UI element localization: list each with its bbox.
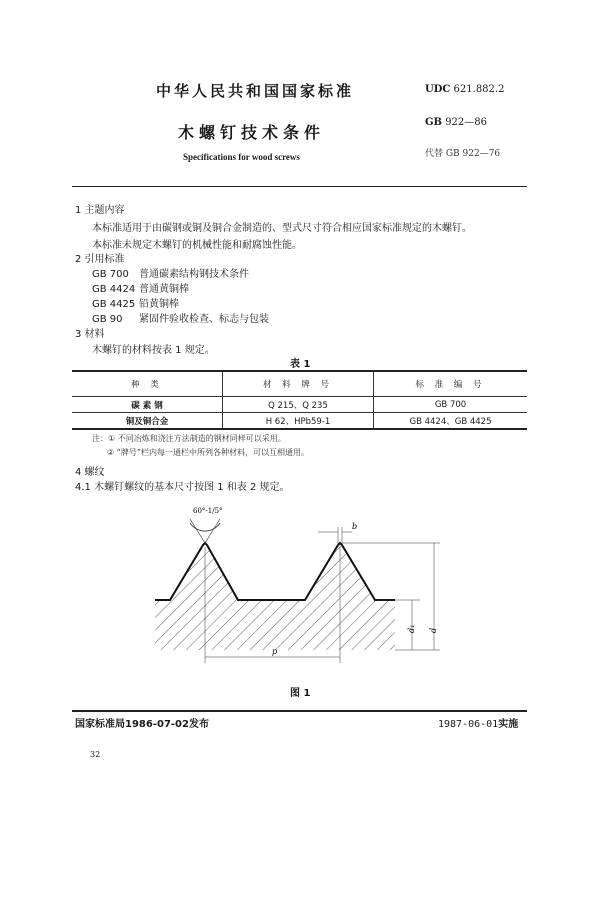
reference-item (92, 295, 179, 310)
document-title: 木螺钉技术条件 (178, 123, 326, 142)
implement-label: 实施 (498, 719, 519, 730)
implement-date-value: 1987-06-01 (438, 719, 499, 730)
thread-hatched-body (155, 543, 395, 650)
table-header-cell: 种 类 (72, 371, 223, 397)
dimension-d-label: d (429, 627, 438, 633)
section-1-paragraph-1: 本标准适用于由碳钢或铜及铜合金制造的、型式尺寸符合相应国家标准规定的木螺钉。 (92, 223, 472, 234)
table-note-2: ② “牌号”栏内每一通栏中所列各种材料，可以互相通用。 (107, 448, 310, 457)
publish-date: 国家标准局1986-07-02发布 (75, 719, 209, 730)
table-cell: GB 4424、GB 4425 (374, 413, 528, 430)
reference-item (92, 280, 189, 295)
table-header-cell: 材 料 牌 号 (223, 371, 374, 397)
section-1-title: 1 主题内容 (75, 205, 125, 216)
dimension-d1-label: d₁ (407, 624, 416, 633)
table-note-1: 注：① 不同冶炼和浇注方法制造的钢材同样可以采用。 (92, 434, 286, 443)
table-row (72, 413, 527, 430)
figure-1-caption: 图 1 (290, 688, 311, 699)
reference-code: GB 4425 (92, 299, 136, 310)
reference-item (92, 310, 269, 325)
table-header-cell: 标 准 编 号 (374, 371, 528, 397)
table-cell: GB 700 (374, 397, 528, 413)
reference-code: GB 4424 (92, 284, 136, 295)
angle-label: 60°-1/5° (193, 507, 223, 515)
reference-name: 铅黄铜棒 (139, 299, 179, 310)
replaces-standard: 代替 GB 922—76 (425, 149, 501, 159)
table-1 (72, 370, 527, 430)
header-divider (72, 186, 527, 187)
org-title: 中华人民共和国国家标准 (156, 82, 355, 100)
section-2-title: 2 引用标准 (75, 254, 125, 265)
table-cell: 铜及铜合金 (72, 413, 223, 430)
udc-value: 621.882.2 (453, 84, 505, 95)
footer-divider (72, 710, 527, 712)
dimension-p-label: p (272, 647, 278, 656)
reference-name: 紧固件验收检查、标志与包装 (139, 314, 269, 325)
angle-arc (190, 523, 220, 531)
reference-item (92, 265, 249, 280)
udc-label: UDC (425, 84, 451, 95)
table-cell: Q 215、Q 235 (223, 397, 374, 413)
section-1-paragraph-2: 本标准未规定木螺钉的机械性能和耐腐蚀性能。 (92, 240, 302, 251)
udc-number (425, 84, 504, 95)
table-1-caption: 表 1 (290, 359, 311, 370)
section-3-paragraph: 木螺钉的材料按表 1 规定。 (92, 345, 215, 356)
reference-code: GB 700 (92, 269, 129, 280)
table-row (72, 397, 527, 413)
reference-code: GB 90 (92, 314, 123, 325)
dimension-b-label: b (352, 522, 358, 531)
section-4-1-paragraph: 4.1 木螺钉螺纹的基本尺寸按图 1 和表 2 规定。 (75, 482, 290, 493)
gb-number (425, 117, 487, 128)
gb-value: 922—86 (445, 117, 487, 128)
table-cell: H 62、HPb59-1 (223, 413, 374, 430)
reference-name: 普通碳素结构钢技术条件 (139, 269, 249, 280)
document-title-english: Specifications for wood screws (183, 152, 300, 162)
gb-label: GB (425, 117, 442, 128)
thread-profile-figure (140, 505, 460, 675)
section-4-title: 4 螺纹 (75, 467, 105, 478)
table-header-row (72, 371, 527, 397)
table-cell: 碳 素 钢 (72, 397, 223, 413)
section-3-title: 3 材料 (75, 329, 105, 340)
reference-name: 普通黄铜棒 (139, 284, 189, 295)
page-number: 32 (90, 750, 101, 759)
implement-date (438, 715, 518, 730)
